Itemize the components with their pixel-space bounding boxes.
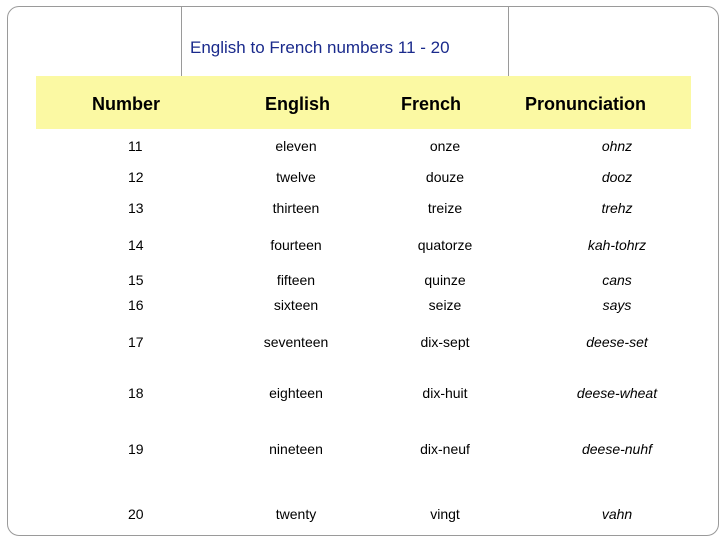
row-13-number: 13	[128, 200, 144, 216]
row-14-french: quatorze	[417, 237, 473, 253]
row-15-number: 15	[128, 272, 144, 288]
row-11-number: 11	[128, 138, 143, 154]
row-15-pronunciation: cans	[602, 272, 632, 288]
row-11-pronunciation: ohnz	[601, 138, 633, 154]
row-20-number: 20	[128, 506, 144, 522]
row-12-french: douze	[425, 169, 465, 185]
row-17-french: dix-sept	[420, 334, 470, 350]
row-16-english: sixteen	[273, 297, 319, 313]
row-13-pronunciation: trehz	[601, 200, 633, 216]
row-19-number: 19	[128, 441, 144, 457]
row-17-pronunciation: deese-set	[586, 334, 648, 350]
row-12-pronunciation: dooz	[601, 169, 633, 185]
header-number: Number	[92, 94, 161, 114]
row-14-number: 14	[128, 237, 144, 253]
row-12-number: 12	[128, 169, 144, 185]
row-13-english: thirteen	[272, 200, 320, 216]
header-french: French	[401, 94, 462, 114]
row-18-french: dix-huit	[422, 385, 468, 401]
row-18-english: eighteen	[269, 385, 323, 401]
row-17-english: seventeen	[263, 334, 329, 350]
row-16-french: seize	[428, 297, 462, 313]
row-20-english: twenty	[275, 506, 317, 522]
row-11-french: onze	[429, 138, 461, 154]
row-20-pronunciation: vahn	[601, 506, 633, 522]
header-english: English	[265, 94, 331, 114]
row-14-pronunciation: kah-tohrz	[587, 237, 647, 253]
row-11-english: eleven	[275, 138, 317, 154]
header-pronunciation: Pronunciation	[525, 94, 646, 114]
row-19-english: nineteen	[269, 441, 323, 457]
row-13-french: treize	[427, 200, 463, 216]
row-18-number: 18	[128, 385, 144, 401]
row-19-french: dix-neuf	[420, 441, 470, 457]
row-19-pronunciation: deese-nuhf	[581, 441, 653, 457]
row-14-english: fourteen	[270, 237, 322, 253]
row-18-pronunciation: deese-wheat	[576, 385, 658, 401]
row-15-english: fifteen	[276, 272, 316, 288]
row-16-pronunciation: says	[602, 297, 632, 313]
row-12-english: twelve	[276, 169, 316, 185]
row-16-number: 16	[128, 297, 144, 313]
row-17-number: 17	[128, 334, 144, 350]
slide-title: English to French numbers 11 - 20	[190, 38, 450, 57]
row-20-french: vingt	[430, 506, 460, 522]
row-15-french: quinze	[424, 272, 466, 288]
